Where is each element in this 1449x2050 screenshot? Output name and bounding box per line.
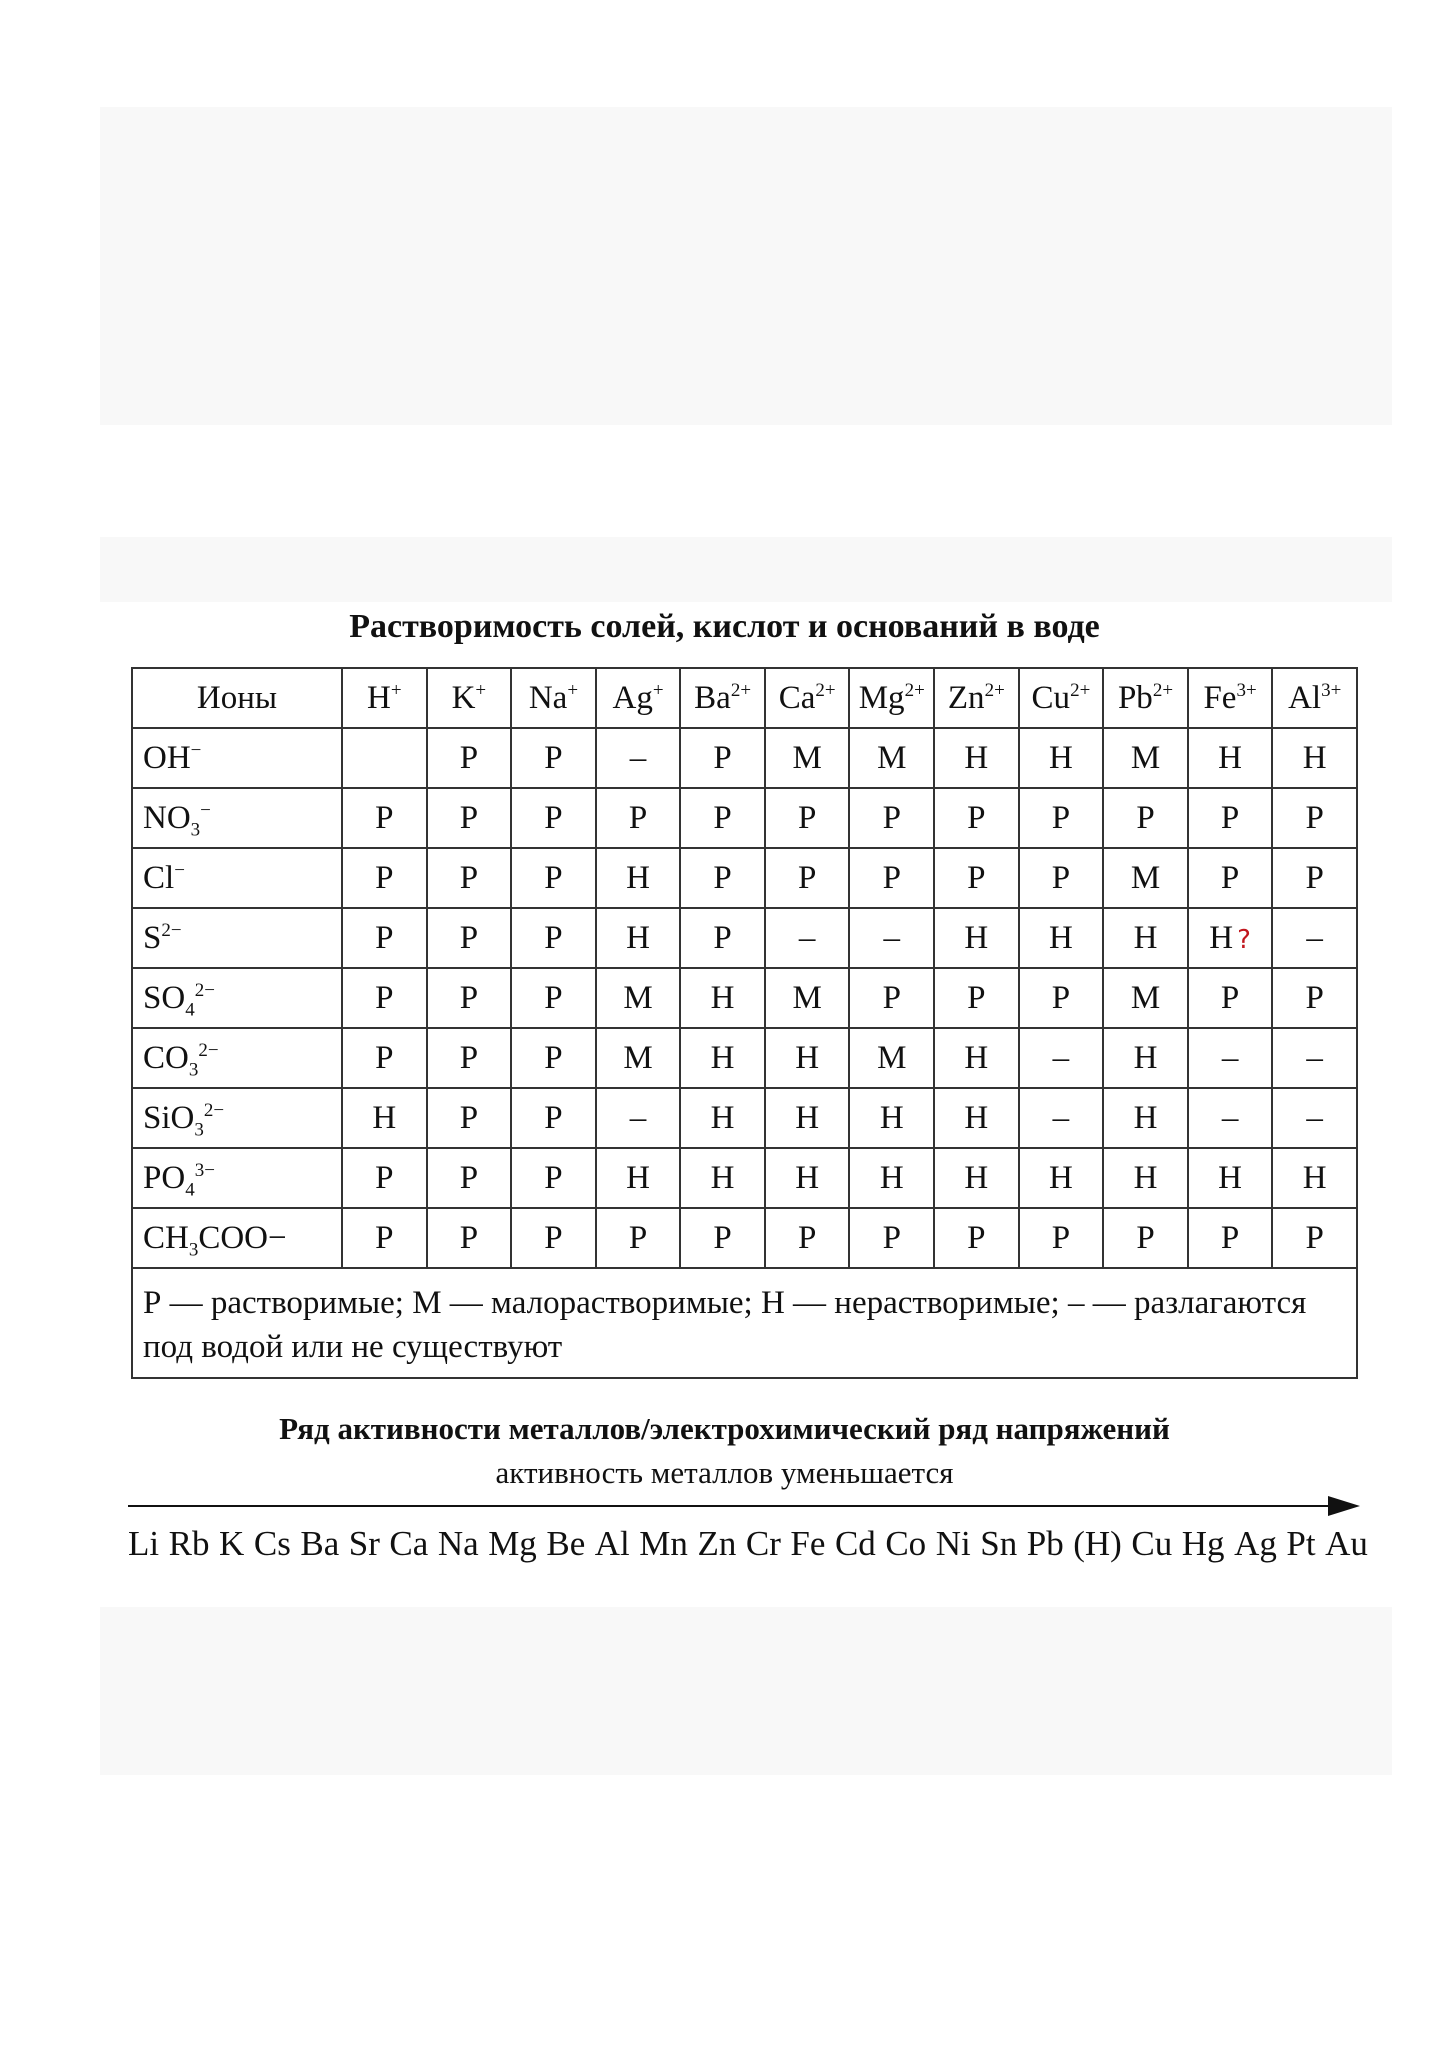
metal-symbol: Cd	[834, 1524, 876, 1563]
anion-cell: SiO$_3^{2-}$	[132, 1088, 342, 1148]
metal-symbol: Fe	[790, 1524, 826, 1563]
metal-symbol: Cu	[1131, 1524, 1173, 1563]
solubility-cell: –	[1019, 1088, 1104, 1148]
table-title: Растворимость солей, кислот и оснований в воде	[349, 608, 1100, 645]
solubility-cell: Р	[1272, 968, 1357, 1028]
solubility-cell: Р	[511, 908, 596, 968]
metal-symbol: Na	[437, 1524, 479, 1563]
solubility-cell: Н	[934, 1148, 1019, 1208]
solubility-cell: Р	[511, 1028, 596, 1088]
cation-header: H+	[342, 668, 427, 728]
solubility-cell: Н	[934, 1028, 1019, 1088]
solubility-cell: Н	[342, 1088, 427, 1148]
cation-header: $Ca^{2+}$	[765, 668, 850, 728]
metal-symbol: Mn	[639, 1524, 688, 1563]
solubility-cell: Р	[427, 728, 512, 788]
solubility-cell: Н	[1188, 728, 1273, 788]
table-row	[132, 1028, 1357, 1088]
solubility-cell: Р	[342, 1028, 427, 1088]
solubility-cell: –	[1272, 1028, 1357, 1088]
solubility-cell: Р	[1188, 1208, 1273, 1268]
solubility-cell: Н	[849, 1088, 934, 1148]
solubility-cell: Р	[427, 848, 512, 908]
solubility-cell: Н	[765, 1088, 850, 1148]
cation-header: $Pb^{2+}$	[1103, 668, 1188, 728]
metal-symbol: K	[219, 1524, 245, 1563]
solubility-cell: Р	[1103, 1208, 1188, 1268]
solubility-cell: Н	[680, 1148, 765, 1208]
solubility-cell: Р	[342, 1148, 427, 1208]
solubility-cell: –	[1272, 1088, 1357, 1148]
solubility-cell: Р	[427, 968, 512, 1028]
metal-symbol: Cr	[745, 1524, 781, 1563]
solubility-cell: Р	[765, 848, 850, 908]
solubility-cell: М	[765, 968, 850, 1028]
solubility-cell: Р	[1019, 848, 1104, 908]
metal-symbol: Pb	[1026, 1524, 1064, 1563]
metal-symbol: Ag	[1234, 1524, 1277, 1563]
solubility-cell: М	[1103, 848, 1188, 908]
solubility-cell: –	[1188, 1028, 1273, 1088]
solubility-cell: Н	[1019, 908, 1104, 968]
solubility-cell: Н	[1019, 728, 1104, 788]
cation-header: $Cu^{2+}$	[1019, 668, 1104, 728]
solubility-cell: Р	[849, 968, 934, 1028]
solubility-cell: М	[849, 728, 934, 788]
anion-cell: Cl−	[132, 848, 342, 908]
anion-cell: $PO_4^{3-}$	[132, 1148, 342, 1208]
solubility-cell: Н ?	[1188, 908, 1273, 968]
solubility-cell: Р	[1019, 788, 1104, 848]
metal-symbol: Cs	[253, 1524, 291, 1563]
anion-cell: $CO_3^{2-}$	[132, 1028, 342, 1088]
solubility-cell: Н	[596, 908, 681, 968]
solubility-cell: Р	[427, 908, 512, 968]
solubility-cell	[342, 728, 427, 788]
solubility-cell: Н	[934, 1088, 1019, 1148]
metal-symbol: Rb	[168, 1524, 210, 1563]
solubility-cell: Н	[680, 968, 765, 1028]
solubility-cell: Р	[1188, 848, 1273, 908]
solubility-cell: Н	[680, 1088, 765, 1148]
solubility-cell: Н	[934, 908, 1019, 968]
solubility-table	[131, 667, 1358, 1379]
table-row	[132, 1148, 1357, 1208]
solubility-cell: Р	[680, 1208, 765, 1268]
solubility-cell: Н	[1272, 728, 1357, 788]
solubility-cell: Р	[934, 968, 1019, 1028]
solubility-cell: Р	[342, 848, 427, 908]
cation-header: $Mg^{2+}$	[849, 668, 934, 728]
metal-symbol: Ba	[300, 1524, 340, 1563]
metal-symbol: Mg	[488, 1524, 537, 1563]
anion-cell: $CH_3COO-$	[132, 1208, 342, 1268]
solubility-cell: Н	[680, 1028, 765, 1088]
metal-symbol: (H)	[1073, 1524, 1122, 1563]
legend: Р — растворимые; М — малорастворимые; Н — нерастворимые; – — разлагаются под водой или не существуют	[132, 1268, 1357, 1378]
metal-symbol: Ni	[935, 1524, 971, 1563]
anion-cell: $S^{2-}$	[132, 908, 342, 968]
solubility-cell: М	[765, 728, 850, 788]
metal-symbol: Ca	[389, 1524, 429, 1563]
solubility-cell: Р	[1272, 848, 1357, 908]
solubility-cell: Н	[934, 728, 1019, 788]
solubility-cell: Н	[1019, 1148, 1104, 1208]
solubility-cell: Р	[1103, 788, 1188, 848]
solubility-cell: М	[1103, 968, 1188, 1028]
solubility-cell: Р	[934, 1208, 1019, 1268]
solubility-cell: Р	[511, 1148, 596, 1208]
legend-row	[132, 1268, 1357, 1378]
metal-symbol: Zn	[697, 1524, 737, 1563]
corner-cell: Ионы	[132, 668, 342, 728]
header-row	[132, 668, 1357, 728]
solubility-cell: Р	[427, 1148, 512, 1208]
solubility-cell: –	[765, 908, 850, 968]
solubility-cell: –	[596, 728, 681, 788]
solubility-cell: Н	[1188, 1148, 1273, 1208]
solubility-cell: Р	[765, 788, 850, 848]
anion-cell: $SO_4^{2-}$	[132, 968, 342, 1028]
solubility-cell: Р	[765, 1208, 850, 1268]
solubility-cell: Н	[849, 1148, 934, 1208]
metal-symbol: Sr	[348, 1524, 380, 1563]
solubility-cell: Р	[1188, 968, 1273, 1028]
solubility-cell: Н	[1103, 1088, 1188, 1148]
solubility-cell: –	[1019, 1028, 1104, 1088]
cation-header: $Fe^{3+}$	[1188, 668, 1273, 728]
metal-symbol: Co	[885, 1524, 927, 1563]
question-mark-icon: ?	[1237, 924, 1251, 955]
solubility-cell: Р	[427, 1088, 512, 1148]
metal-activity-series	[128, 1520, 1368, 1568]
solubility-cell: Н	[1103, 1028, 1188, 1088]
solubility-cell: Н	[1103, 1148, 1188, 1208]
solubility-cell: Р	[849, 788, 934, 848]
solubility-cell: Р	[427, 788, 512, 848]
solubility-cell: Р	[680, 788, 765, 848]
table-row	[132, 908, 1357, 968]
solubility-cell: Р	[342, 788, 427, 848]
solubility-cell: –	[849, 908, 934, 968]
cation-header: $Al^{3+}$	[1272, 668, 1357, 728]
metal-symbol: Be	[546, 1524, 586, 1563]
anion-cell: $NO_3^-$	[132, 788, 342, 848]
solubility-cell: Н	[596, 1148, 681, 1208]
metal-symbol: Pt	[1286, 1524, 1316, 1563]
solubility-cell: Н	[765, 1028, 850, 1088]
solubility-cell: Р	[1019, 1208, 1104, 1268]
solubility-cell: Н	[1272, 1148, 1357, 1208]
solubility-cell: Р	[934, 848, 1019, 908]
solubility-cell: Р	[511, 968, 596, 1028]
solubility-cell: Р	[849, 848, 934, 908]
arrow-icon	[128, 1492, 1360, 1520]
solubility-cell: Р	[680, 908, 765, 968]
activity-series-title: Ряд активности металлов/электрохимический ряд напряжений	[279, 1411, 1170, 1446]
solubility-cell: Р	[680, 848, 765, 908]
solubility-cell: Р	[427, 1208, 512, 1268]
anion-cell: OH−	[132, 728, 342, 788]
solubility-cell: М	[596, 968, 681, 1028]
solubility-cell: Р	[511, 848, 596, 908]
solubility-cell: Р	[934, 788, 1019, 848]
solubility-cell: Н	[1103, 908, 1188, 968]
solubility-cell: Р	[511, 788, 596, 848]
cation-header: Na+	[511, 668, 596, 728]
metal-symbol: Li	[128, 1524, 160, 1563]
solubility-cell: –	[1188, 1088, 1273, 1148]
table-row	[132, 788, 1357, 848]
solubility-cell: Р	[1188, 788, 1273, 848]
solubility-cell: –	[596, 1088, 681, 1148]
solubility-cell: Н	[765, 1148, 850, 1208]
table-row	[132, 1088, 1357, 1148]
solubility-cell: Р	[427, 1028, 512, 1088]
solubility-cell: Р	[342, 968, 427, 1028]
top-blank-panel	[100, 107, 1392, 425]
solubility-cell: Н	[596, 848, 681, 908]
activity-series-subtitle: активность металлов уменьшается	[495, 1455, 954, 1490]
solubility-cell: М	[849, 1028, 934, 1088]
solubility-cell: –	[1272, 908, 1357, 968]
solubility-cell: Р	[849, 1208, 934, 1268]
solubility-cell: Р	[596, 788, 681, 848]
cation-header: $Zn^{2+}$	[934, 668, 1019, 728]
table-row	[132, 848, 1357, 908]
solubility-cell: Р	[511, 728, 596, 788]
solubility-cell: Р	[1272, 1208, 1357, 1268]
table-row	[132, 1208, 1357, 1268]
cation-header: Ag+	[596, 668, 681, 728]
solubility-cell: М	[1103, 728, 1188, 788]
metal-symbol: Sn	[980, 1524, 1018, 1563]
metal-symbol: Hg	[1181, 1524, 1225, 1563]
cation-header: K+	[427, 668, 512, 728]
solubility-cell: Р	[342, 908, 427, 968]
table-row	[132, 968, 1357, 1028]
solubility-cell: Р	[1019, 968, 1104, 1028]
solubility-cell: Р	[1272, 788, 1357, 848]
solubility-cell: М	[596, 1028, 681, 1088]
table-row	[132, 728, 1357, 788]
solubility-cell: Р	[511, 1208, 596, 1268]
solubility-cell: Р	[511, 1088, 596, 1148]
solubility-cell: Р	[680, 728, 765, 788]
solubility-cell: Р	[342, 1208, 427, 1268]
metal-symbol: Al	[594, 1524, 630, 1563]
solubility-cell: Р	[596, 1208, 681, 1268]
cation-header: $Ba^{2+}$	[680, 668, 765, 728]
metal-symbol: Au	[1325, 1524, 1368, 1563]
